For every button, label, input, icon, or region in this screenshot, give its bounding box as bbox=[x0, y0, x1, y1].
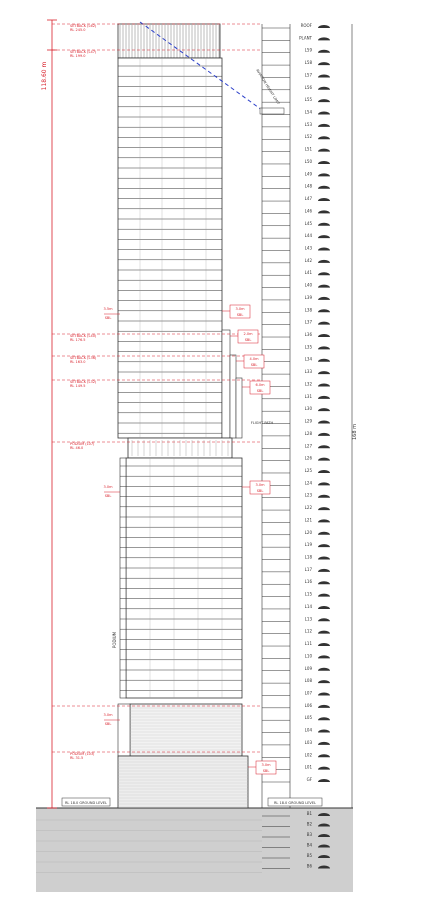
tower-upper bbox=[118, 58, 222, 438]
dim-value: 4.0m bbox=[249, 357, 259, 361]
level-marker bbox=[318, 198, 330, 201]
dim-value: 3.0m bbox=[103, 485, 113, 489]
level-label: ROOF bbox=[300, 23, 312, 28]
level-marker bbox=[318, 482, 330, 485]
level-marker bbox=[318, 730, 330, 733]
level-label: L16 bbox=[304, 579, 312, 585]
dim-value: 6.0m bbox=[255, 383, 265, 387]
dim-type: SBL bbox=[244, 338, 252, 342]
level-marker bbox=[318, 223, 330, 226]
level-label: L18 bbox=[304, 554, 312, 560]
level-marker bbox=[318, 112, 330, 115]
level-label: L13 bbox=[304, 616, 312, 622]
level-label: L35 bbox=[304, 344, 312, 350]
level-label: L26 bbox=[304, 455, 312, 461]
level-label: L38 bbox=[304, 307, 312, 313]
dim-type: SBL bbox=[262, 769, 270, 773]
dim-type: SBL bbox=[256, 489, 264, 493]
level-label: L46 bbox=[304, 208, 312, 214]
level-marker bbox=[318, 569, 330, 572]
level-label: L23 bbox=[304, 492, 312, 498]
level-label: PLANT bbox=[299, 35, 312, 41]
level-label: L51 bbox=[304, 146, 312, 152]
level-label: L58 bbox=[304, 60, 312, 66]
level-label: L21 bbox=[304, 517, 312, 523]
setback-step-2 bbox=[230, 355, 236, 438]
flight-path-label: FLIGHT PATH bbox=[250, 421, 274, 425]
crown-note-box bbox=[260, 108, 284, 114]
level-marker bbox=[318, 779, 330, 782]
level-label: B3 bbox=[306, 832, 312, 837]
setback-callout-rl: RL 149.5 bbox=[70, 384, 86, 388]
dim-value: 3.0m bbox=[235, 307, 245, 311]
level-label: L48 bbox=[304, 183, 312, 189]
level-marker bbox=[318, 124, 330, 127]
level-label: L56 bbox=[304, 84, 312, 90]
level-label: L22 bbox=[304, 505, 312, 511]
level-label: L42 bbox=[304, 257, 312, 263]
level-marker bbox=[318, 50, 330, 53]
level-marker bbox=[318, 297, 330, 300]
level-marker bbox=[318, 742, 330, 745]
level-label: L52 bbox=[304, 134, 312, 140]
setback-callout-rl: RL 31.5 bbox=[70, 756, 84, 760]
level-label: L44 bbox=[304, 233, 312, 239]
level-label: L11 bbox=[304, 641, 312, 647]
level-label: L40 bbox=[304, 282, 312, 288]
level-label: L29 bbox=[304, 418, 312, 424]
level-label: L47 bbox=[304, 196, 312, 202]
level-marker bbox=[318, 161, 330, 164]
dim-type: SBL bbox=[104, 722, 112, 726]
setback-callout-rl: RL 46.0 bbox=[70, 446, 84, 450]
level-label: L49 bbox=[304, 171, 312, 177]
level-marker bbox=[318, 705, 330, 708]
podium-label: PODIUM bbox=[112, 631, 117, 649]
level-label: L25 bbox=[304, 467, 312, 473]
level-label: L17 bbox=[304, 566, 312, 572]
level-marker bbox=[318, 507, 330, 510]
left-callouts bbox=[70, 24, 120, 760]
level-label: L55 bbox=[304, 97, 312, 103]
level-label: L15 bbox=[304, 591, 312, 597]
level-label: GF bbox=[306, 777, 312, 782]
podium-upper-side bbox=[118, 704, 130, 756]
setback-step-1 bbox=[222, 330, 230, 438]
level-marker bbox=[318, 495, 330, 498]
level-label: L03 bbox=[304, 739, 312, 745]
level-marker bbox=[318, 754, 330, 757]
level-label: L09 bbox=[304, 665, 312, 671]
level-label: B2 bbox=[306, 821, 312, 827]
level-marker bbox=[318, 62, 330, 65]
level-marker bbox=[318, 421, 330, 424]
level-label: L41 bbox=[304, 270, 312, 276]
level-marker bbox=[318, 210, 330, 213]
level-label: L36 bbox=[304, 332, 312, 338]
level-label: B6 bbox=[306, 863, 312, 869]
level-label: L43 bbox=[304, 245, 312, 251]
dim-value: 3.0m bbox=[255, 483, 265, 487]
level-label: B1 bbox=[306, 811, 312, 816]
level-label: B4 bbox=[306, 842, 312, 848]
level-marker bbox=[318, 680, 330, 683]
level-marker bbox=[318, 433, 330, 436]
dim-type: SBL bbox=[250, 363, 258, 367]
level-marker bbox=[318, 557, 330, 560]
level-marker bbox=[318, 99, 330, 102]
basement-band bbox=[36, 808, 353, 892]
level-marker bbox=[318, 272, 330, 275]
level-marker bbox=[318, 74, 330, 77]
level-label: L37 bbox=[304, 319, 312, 325]
level-label: L39 bbox=[304, 294, 312, 300]
level-label: L57 bbox=[304, 72, 312, 78]
setback-callout-rl: RL 199.0 bbox=[70, 54, 86, 58]
level-marker bbox=[318, 383, 330, 386]
level-marker bbox=[318, 458, 330, 461]
level-marker bbox=[318, 470, 330, 473]
level-marker bbox=[318, 445, 330, 448]
level-marker bbox=[318, 396, 330, 399]
level-marker bbox=[318, 631, 330, 634]
level-marker bbox=[318, 532, 330, 535]
level-marker bbox=[318, 606, 330, 609]
dim-type: SBL bbox=[104, 316, 112, 320]
setback-callout-title: SETBACK (L40) bbox=[70, 334, 97, 338]
level-label: L14 bbox=[304, 603, 312, 609]
tower-crown bbox=[118, 24, 220, 58]
side-height-label: 168 m bbox=[352, 423, 358, 441]
setback-callout-title: SETBACK (L62) bbox=[70, 24, 97, 28]
level-label: L50 bbox=[304, 158, 312, 164]
level-label: L59 bbox=[304, 47, 312, 53]
level-label: L01 bbox=[304, 764, 312, 770]
level-marker bbox=[318, 519, 330, 522]
datum-left-label: RL 18.0 GROUND LEVEL bbox=[64, 801, 108, 805]
level-marker bbox=[318, 87, 330, 90]
level-label: L05 bbox=[304, 715, 312, 721]
level-marker bbox=[318, 186, 330, 189]
level-marker bbox=[318, 260, 330, 263]
level-marker bbox=[318, 655, 330, 658]
level-marker bbox=[318, 371, 330, 374]
level-marker bbox=[318, 235, 330, 238]
setback-callout-title: PODIUM (L03) bbox=[70, 752, 95, 756]
setback-step-3 bbox=[236, 378, 242, 438]
level-marker bbox=[318, 408, 330, 411]
level-labels bbox=[299, 23, 313, 869]
datum-right-label: RL 18.0 GROUND LEVEL bbox=[273, 801, 317, 805]
level-marker bbox=[318, 544, 330, 547]
setback-callout-title: PODIUM (L07) bbox=[70, 442, 95, 446]
level-marker bbox=[318, 173, 330, 176]
dim-value: 3.5m bbox=[103, 307, 113, 311]
level-marker bbox=[318, 346, 330, 349]
level-label: L12 bbox=[304, 628, 312, 634]
level-label: L10 bbox=[304, 653, 312, 659]
setback-callout-rl: RL 163.0 bbox=[70, 360, 86, 364]
level-marker bbox=[318, 322, 330, 325]
dim-type: SBL bbox=[256, 389, 264, 393]
dim-value: 3.0m bbox=[261, 763, 271, 767]
level-marker bbox=[318, 767, 330, 770]
level-label: L08 bbox=[304, 678, 312, 684]
level-marker bbox=[318, 334, 330, 337]
level-label: L31 bbox=[304, 393, 312, 399]
level-marker bbox=[318, 717, 330, 720]
podium-upper bbox=[130, 704, 242, 756]
level-label: L04 bbox=[304, 727, 312, 733]
level-marker bbox=[318, 25, 330, 28]
level-label: L45 bbox=[304, 220, 312, 226]
level-label: L06 bbox=[304, 702, 312, 708]
level-label: L54 bbox=[304, 109, 312, 115]
level-label: L33 bbox=[304, 369, 312, 375]
level-marker bbox=[318, 37, 330, 40]
level-marker bbox=[318, 668, 330, 671]
dim-value: 3.0m bbox=[103, 713, 113, 717]
setback-callout-title: SETBACK (L36) bbox=[70, 356, 97, 360]
level-label: L30 bbox=[304, 406, 312, 412]
setback-callout-title: SETBACK (L32) bbox=[70, 380, 97, 384]
level-label: L20 bbox=[304, 529, 312, 535]
level-marker bbox=[318, 136, 330, 139]
level-label: L27 bbox=[304, 443, 312, 449]
level-label: L24 bbox=[304, 480, 312, 486]
setback-callout-rl: RL 245.0 bbox=[70, 28, 86, 32]
level-label: B5 bbox=[306, 853, 312, 858]
level-label: L32 bbox=[304, 381, 312, 387]
setback-callout-rl: RL 176.5 bbox=[70, 338, 86, 342]
podium-lower bbox=[118, 756, 248, 808]
level-label: L53 bbox=[304, 121, 312, 127]
level-marker bbox=[318, 359, 330, 362]
dim-type: SBL bbox=[104, 494, 112, 498]
level-marker bbox=[318, 618, 330, 621]
level-marker bbox=[318, 149, 330, 152]
level-label: L34 bbox=[304, 356, 312, 362]
level-marker bbox=[318, 594, 330, 597]
level-marker bbox=[318, 285, 330, 288]
level-marker bbox=[318, 309, 330, 312]
level-label: L07 bbox=[304, 690, 312, 696]
total-height-label: 118.60 m bbox=[41, 61, 48, 91]
level-label: L02 bbox=[304, 752, 312, 758]
level-marker bbox=[318, 692, 330, 695]
setback-callout-title: SETBACK (L47) bbox=[70, 50, 97, 54]
level-marker bbox=[318, 643, 330, 646]
level-label: L28 bbox=[304, 430, 312, 436]
dim-value: 2.0m bbox=[243, 332, 253, 336]
level-marker bbox=[318, 247, 330, 250]
level-label: L19 bbox=[304, 542, 312, 548]
crown-note: AVIATION HEIGHT LIMIT bbox=[255, 68, 281, 106]
dim-type: SBL bbox=[236, 313, 244, 317]
level-marker bbox=[318, 581, 330, 584]
